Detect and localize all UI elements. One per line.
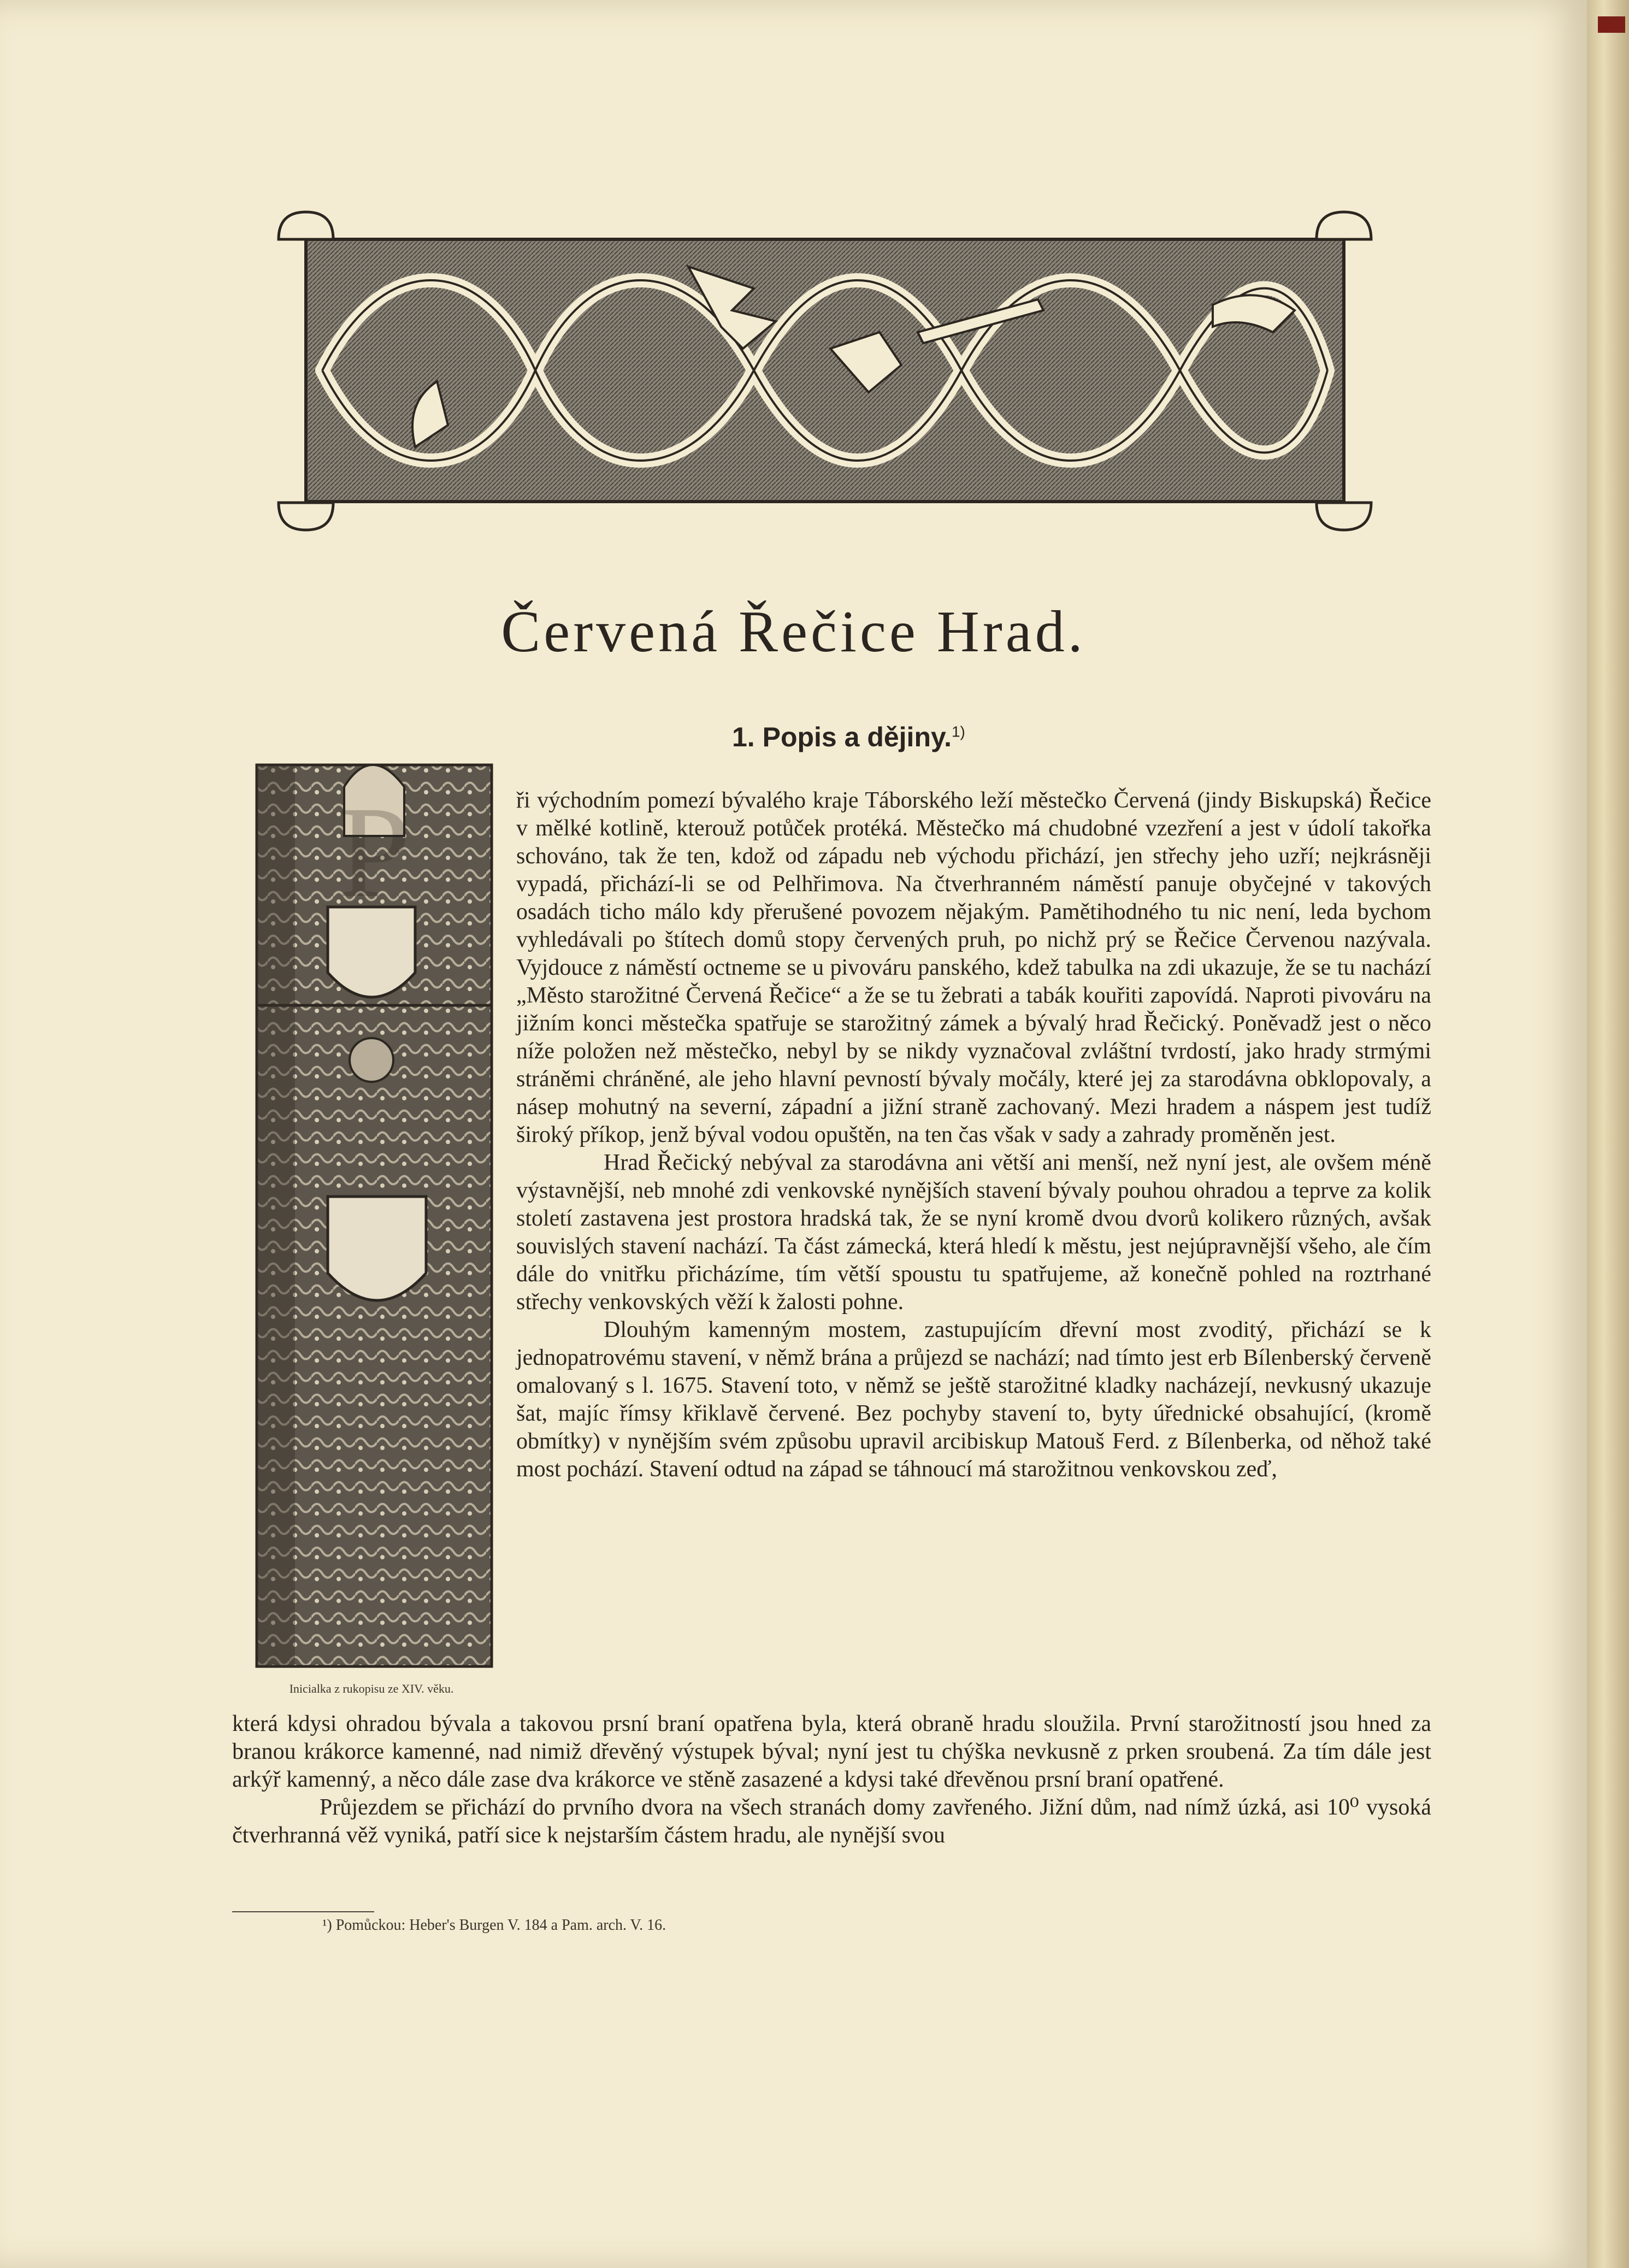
paragraph: Dlouhým kamenným mostem, zastupujícím dřevní most zvoditý, přichází se k jednopatrovému stavení, v němž brána a průjezd se nachází; nad tímto jest erb Bílenberský červeně omalovaný s l. 1675. Stavení toto, v němž se ještě starožitné kladky nacházejí, nevkusný ukazuje šat, majíc římsy křiklavě červené. Bez pochyby stavení to, byty úřednické obsahující, (kromě obmítky) v nynějším svém způsobu upravil arcibiskup Matouš Ferd. z Bílenberka, od něhož také most pochází. Stavení odtud na západ se táhnoucí má starožitnou venkovskou zeď,: [516, 1317, 1431, 1482]
illuminated-initial: [246, 732, 497, 1683]
initial-letter: P: [338, 779, 411, 924]
bookmark-tab: [1598, 16, 1625, 33]
paragraph: Hrad Řečický nebýval za starodávna ani větší ani menší, než nyní jest, ale ovšem méně výstavnější, neb mnohé zdi venkovské nynějších stavení bývaly pouhou ohradou a teprve za kolik století zastavena jest prostora hradská tak, že se nyní kromě dvou dvorů kolikero různých, avšak souvislých stavení nachází. Ta část zámecká, která hledí k městu, jest nejúpravnější všeho, ale čím dále do vnitřku přicházíme, tím větší spoustu tu spatřujeme, až konečně pohled na roztrhané střechy venkovských věží k žalosti pohne.: [516, 1150, 1431, 1315]
paragraph: ři východním pomezí bývalého kraje Táborského leží městečko Červená (jindy Biskupská) Řečice v mělké kotlině, kterouž potůček protéká. Městečko má chudobné vzezření a jest v údolí takořka schováno, tak že ten, kdož od západu neb východu přichází, jen střechy jeho uzří; nejkrásněji vypadá, přichází-li se od Pelhřimova. Na čtverhranném náměstí panuje obyčejné v takových osadách ticho málo kdy přerušené povozem nějakým. Pamětihodného tu nic není, leda bychom vyhledávali po štítech domů stopy červených pruh, po nichž prý se Řečice Červenou nazývala. Vyjdouce z náměstí octneme se u pivováru panského, kdež tabulka na zdi ukazuje, že se tu nachází „Město starožitné Červená Řečice“ a že se tu žebrati a tabák kouřiti zapovídá. Naproti pivováru na jižním konci městečka spatřuje se starožitný zámek a bývalý hrad Řečický. Poněvadž jest o něco níže položen než městečko, nebyl by se nikdy vyznačoval zvláštní tvrdostí, jako hrady strmými stráněmi chráněné, ale jeho hlavní pevností bývaly močály, které jej za starodávna obklopovaly, a násep mohutný na severní, západní a jižní straně zachovaný. Mezi hradem a náspem jest tudíž široký příkop, jenž býval vodou opuštěn, na ten čas však v sady a zahrady proměněn jest.: [516, 788, 1431, 1147]
footnote-mark: 1): [951, 723, 965, 740]
page-title: Červená Řečice Hrad.: [501, 599, 1086, 664]
footnote: ¹) Pomůckou: Heber's Burgen V. 184 a Pam. arch. V. 16.: [322, 1917, 666, 1934]
body-text-column: [516, 787, 1431, 1483]
section-heading: [732, 721, 1038, 753]
illustration-caption: Inicialka z rukopisu ze XIV. věku.: [289, 1682, 454, 1695]
footnote-divider: [232, 1911, 374, 1912]
paragraph: Průjezdem se přichází do prvního dvora na všech stranách domy zavřeného. Jižní dům, nad nímž úzká, asi 10⁰ vysoká čtverhranná věž vyniká, patří sice k nejstarším částem hradu, ale nynější svou: [232, 1795, 1431, 1848]
body-text-full-width: [232, 1710, 1431, 1849]
paragraph: která kdysi ohradou bývala a takovou prsní braní opatřena byla, která obraně hradu sloužila. První starožitností jsou hned za branou krákorce kamenné, nad nimiž dřevěný výstupek býval; nyní jest tu chýška nevkusně z prken sroubená. Za tím dále jest arkýř kamenný, a něco dále zase dva krákorce ve stěně zasazené a kdysi také dřevěnou prsní braní opatřené.: [232, 1711, 1431, 1792]
ornamental-headpiece: [273, 207, 1377, 535]
page-edge: [1587, 0, 1629, 2268]
section-heading-text: 1. Popis a dějiny.: [732, 722, 952, 752]
